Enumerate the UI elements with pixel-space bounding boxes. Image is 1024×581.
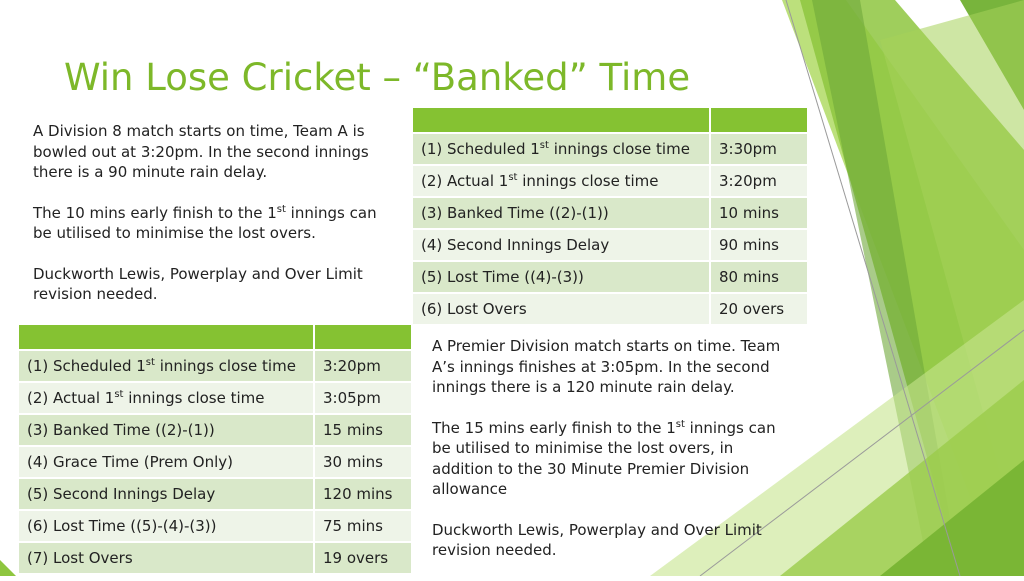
row-label-cell bbox=[18, 542, 314, 574]
header-cell bbox=[710, 107, 808, 133]
row-label-cell bbox=[412, 165, 710, 197]
text-run: innings close time bbox=[154, 357, 296, 375]
row-value-cell: 3:20pm bbox=[710, 165, 808, 197]
row-label-cell bbox=[412, 197, 710, 229]
row-value-cell: 3:30pm bbox=[710, 133, 808, 165]
row-value-cell: 15 mins bbox=[314, 414, 412, 446]
row-value-cell: 90 mins bbox=[710, 229, 808, 261]
superscript-text: st bbox=[675, 418, 685, 430]
table-header-row bbox=[412, 107, 808, 133]
row-value-cell: 20 overs bbox=[710, 293, 808, 325]
table-header-row bbox=[18, 324, 412, 350]
text-run: The 10 mins early finish to the 1 bbox=[33, 203, 277, 222]
table-row bbox=[412, 197, 808, 229]
left-text-block bbox=[33, 121, 393, 325]
row-value-cell: 75 mins bbox=[314, 510, 412, 542]
paragraph bbox=[432, 336, 792, 398]
text-run: Duckworth Lewis, Powerplay and Over Limit revision needed. bbox=[432, 520, 762, 559]
table-row bbox=[412, 165, 808, 197]
text-run: (6) Lost Overs bbox=[421, 300, 527, 318]
text-run: innings close time bbox=[548, 140, 690, 158]
text-run: (2) Actual 1 bbox=[27, 389, 115, 407]
header-cell bbox=[314, 324, 412, 350]
text-run: innings can be utilised to minimise the lost overs. bbox=[33, 203, 377, 242]
superscript-text: st bbox=[276, 203, 286, 215]
table-row bbox=[412, 133, 808, 165]
text-run: The 15 mins early finish to the 1 bbox=[432, 418, 676, 437]
row-label-cell bbox=[18, 510, 314, 542]
text-run: (3) Banked Time ((2)-(1)) bbox=[421, 204, 609, 222]
table-row bbox=[18, 446, 412, 478]
table-row bbox=[18, 478, 412, 510]
text-run: (3) Banked Time ((2)-(1)) bbox=[27, 421, 215, 439]
text-run: (4) Grace Time (Prem Only) bbox=[27, 453, 234, 471]
header-cell bbox=[18, 324, 314, 350]
table-row bbox=[18, 350, 412, 382]
row-label-cell bbox=[18, 382, 314, 414]
row-value-cell: 10 mins bbox=[710, 197, 808, 229]
table-row bbox=[18, 542, 412, 574]
row-label-cell bbox=[18, 414, 314, 446]
text-run: innings close time bbox=[123, 389, 265, 407]
text-run: (4) Second Innings Delay bbox=[421, 236, 610, 254]
division-8-table bbox=[411, 106, 809, 326]
paragraph bbox=[33, 264, 393, 305]
row-label-cell bbox=[18, 350, 314, 382]
text-run: Duckworth Lewis, Powerplay and Over Limit revision needed. bbox=[33, 264, 363, 303]
paragraph bbox=[432, 520, 792, 561]
row-value-cell: 19 overs bbox=[314, 542, 412, 574]
row-value-cell: 3:05pm bbox=[314, 382, 412, 414]
table-row bbox=[412, 293, 808, 325]
row-value-cell: 30 mins bbox=[314, 446, 412, 478]
premier-division-table bbox=[17, 323, 413, 575]
text-run: A Premier Division match starts on time. Team A’s innings finishes at 3:05pm. In the second innings there is a 120 minute rain delay. bbox=[432, 337, 781, 396]
text-run: (6) Lost Time ((5)-(4)-(3)) bbox=[27, 517, 217, 535]
row-label-cell bbox=[18, 446, 314, 478]
superscript-text: st bbox=[539, 140, 549, 151]
row-label-cell bbox=[412, 261, 710, 293]
paragraph bbox=[432, 418, 792, 500]
right-text-block bbox=[432, 336, 792, 581]
text-run: (7) Lost Overs bbox=[27, 549, 133, 567]
row-value-cell: 3:20pm bbox=[314, 350, 412, 382]
row-label-cell bbox=[412, 229, 710, 261]
text-run: (5) Lost Time ((4)-(3)) bbox=[421, 268, 584, 286]
row-label-cell bbox=[18, 478, 314, 510]
slide-title: Win Lose Cricket – “Banked” Time bbox=[64, 56, 691, 99]
superscript-text: st bbox=[508, 172, 518, 183]
row-value-cell: 120 mins bbox=[314, 478, 412, 510]
text-run: innings close time bbox=[517, 172, 659, 190]
header-cell bbox=[412, 107, 710, 133]
table-row bbox=[18, 382, 412, 414]
text-run: A Division 8 match starts on time, Team A is bowled out at 3:20pm. In the second innings there is a 90 minute rain delay. bbox=[33, 122, 369, 181]
text-run: (2) Actual 1 bbox=[421, 172, 509, 190]
text-run: (1) Scheduled 1 bbox=[27, 357, 146, 375]
table-row bbox=[18, 414, 412, 446]
table-row bbox=[412, 229, 808, 261]
table-row bbox=[18, 510, 412, 542]
table-row bbox=[412, 261, 808, 293]
row-label-cell bbox=[412, 133, 710, 165]
superscript-text: st bbox=[145, 357, 155, 368]
text-run: innings can be utilised to minimise the lost overs, in addition to the 30 Minute Premier Division allowance bbox=[432, 418, 776, 498]
row-value-cell: 80 mins bbox=[710, 261, 808, 293]
paragraph bbox=[33, 121, 393, 183]
text-run: (5) Second Innings Delay bbox=[27, 485, 216, 503]
superscript-text: st bbox=[114, 389, 124, 400]
row-label-cell bbox=[412, 293, 710, 325]
paragraph bbox=[33, 203, 393, 244]
text-run: (1) Scheduled 1 bbox=[421, 140, 540, 158]
